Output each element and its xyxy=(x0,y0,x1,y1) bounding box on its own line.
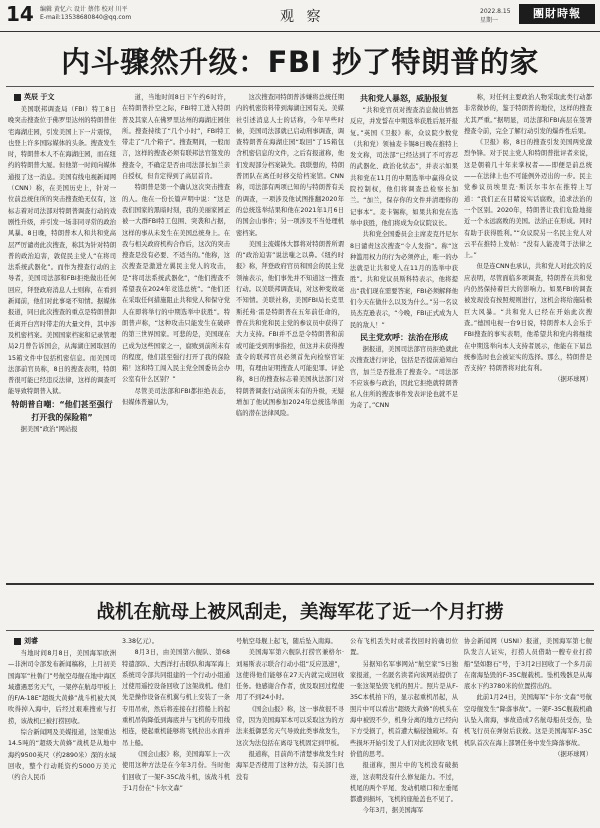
paragraph: 这次搜查同特朗普涉嫌将总统任期内的机密资料带到海湖庄园有关。美媒社引述消息人士的话称，今年早些时候，美国司法部就已启动刑事调查，调查特朗普在海湖庄园“取回”了15箱包含机密信息的文件，之后有报道称，他们发现部分档案缺失。我联想的，特朗普团队在离任时移交给档案馆。CNN称，司法部有两项已知的与特朗普有关的调查，一项涉及他试图推翻2020年的总统选举结果和他在2021年1月6日的国会山事件；另一项涉及不当处理机密档案。 xyxy=(236,94,344,237)
paragraph: 报道称，照片中的飞机没有破损迹，这表明没有什么修复能力。不过，机尾的两个平尾、发动机喷口和左垂尾都遭到损坏，飞机的座舱盖也不见了。 xyxy=(350,762,458,804)
paragraph: 美国联邦调查局（FBI）特工8日晚突击搜查位于佛罗里达州的特朗普住宅海湖庄园，引发美国上下一片震惊，也登上许多国际媒体的头条。搜查发生时，特朗普本人不在海湖庄园，而在纽约的特朗普大厦。但他第一时间向媒体通报了这一消息。美国有线电视新闻网（CNN）称，在美国历史上，针对一位前总统住所的突击搜查绝无仅有，这标志着对司法部对特朗普调查行动的戏剧性升级，并引发一场非同寻常的政治风暴。8日晚，特朗普本人和共和党高层严厉谴责此次搜查，称其为针对特朗普的政治迫害，敦促民主党人“在将司法系统武器化”。而作为搜查行动的主导者，美国司法部和FBI拒绝做出任何回应，拜登政府消息人士则称，在看到新闻前，他们对此事毫不知情。据媒体报道，同日此次搜查的重点是特朗普卸任离开白宫时带走的大量文件，其中涉及机密档案。美国国家档案和记录管理局2月曾告诉国会，从海湖庄园取回的15箱文件中包括机密信息。而美国司法部前官员称，8日的搜查表明，特朗普很可能已经违反法律，这样的调查可能导致特朗普入狱。 xyxy=(8,106,116,396)
paragraph: 报道称，目前尚不清楚事故发生时海军是否使用了这种方法，有关部门也没有 xyxy=(236,750,344,781)
article2-column-2 xyxy=(122,636,230,824)
masthead xyxy=(0,0,600,32)
article1-headline: 内斗骤然升级：FBI 抄了特朗普的家 xyxy=(61,45,539,79)
headline2-rule xyxy=(6,630,594,631)
paragraph: 号航空母舰上起飞，随后坠入南海。 xyxy=(236,638,337,645)
paragraph: 公布飞机丢失时或者找回时的确切位置。 xyxy=(350,638,458,657)
editor-credits: 编辑 黄忆六 设计 蔡伟 校对 川平 xyxy=(40,6,128,13)
article2-credit: （据环球网） xyxy=(554,750,592,758)
paragraph: 协会新闻网（USNI）报道，美国海军第七舰队发言人证实，打捞人员借助一艘专业打捞船“坚如磐石”号，于3月2日回收了一个多月前在南海坠毁的F-35C舰载机。坠机残骸是从海底水下约3780米的位置捞出的。 xyxy=(464,638,592,691)
article1-credit: （据环球网） xyxy=(554,376,592,384)
paragraph: 《国会山报》称，美国海军上一次使用这种方法是在今年3月份。当时他们回收了一架F-35C战斗机，该战斗机于1月份在“卡尔文森” xyxy=(122,750,230,792)
article2-byline xyxy=(14,636,38,646)
newspaper-logo: 團財時報 xyxy=(519,4,595,24)
article1-column-5 xyxy=(464,92,592,576)
article1-subhead-2: 共和党人暴怒，威胁报复 xyxy=(360,94,448,103)
paragraph: 共和党全国委员会主席麦克丹尼尔8日谴责这次搜查“令人发指”。称“这种滥用权力的行为必须停止，唯一的办法就是让共和党人在11月的选举中获胜”。共和党议员斯科特表示，他将提出“我们现在需要答案，FBI必须解释他们今天在做什么以及为什么。”另一名议员杰克逊表示，“今晚，FBI正式成为人民的敌人！” xyxy=(350,231,458,329)
paragraph: 但是连CNN也承认，共和党人对此次的反应表明，尽管面临多项调查，特朗普在共和党内仍然保持着巨大的影响力。如果FBI的调查被发现没有按照规则进行，这机会将给施陆极巨大风暴。“共和党人已经在开始此次搜查。”德国电视一台9日说，特朗普本人会乐于FBI搜查的事实表明，他希望共和党内将继续在中期选举向本人支持者展示，他能在下届总统参选时也会被证实的选择。那么，特朗普是否支持？特朗普将对此有利。 xyxy=(464,263,592,373)
paragraph: 据报道，美国司法部官员拒绝就此次搜查进行评论，包括是否提前通知白宫，加兰是否批准了搜查令。“司法部不应该参与政治，因此它拒绝就特朗普私人住所的搜查事件发表评论也就不足为奇了。”CNN xyxy=(350,345,458,410)
paragraph: 《卫报》称，8日的搜查引发美国两党激烈争锋。对于民主党人和特朗普批评者来说，这是朝着几十年来掌权者——即便是前总统——在法律上也不可能例外迈出的一步。民主党参议员埃里克·斯沃尔韦尔在推特上写道：“我们正在目睹说实话腐败，追求法治的一个区别。2020年，特朗普让我们危险地接近一个永远腐败的美国。法治正在形成。同时有助于获得胜利。”“众议院另一名民主党人对云平在推特上发帖：“没有人能凌驾于法律之上。” xyxy=(464,139,592,260)
article1-subhead-1: 特朗普自嘲：“他们甚至强行打开我的保险箱” xyxy=(11,399,113,422)
article2-column-3 xyxy=(236,636,344,824)
section-name: 观 察 xyxy=(280,9,325,25)
paragraph: 据美国“政治”网站报 xyxy=(20,425,78,433)
paragraph: 《国会山报》称，这一事故很不寻常，因为美国海军本可以采取这为的方法来抵御恶劣天气导致此类事故发生，这次为法包括在离母飞机固定到甲板。 xyxy=(236,705,344,747)
paragraph: 今年3月，据美国海军 xyxy=(362,807,424,815)
paragraph: 8月3日，由美国第六舰队、第68特遣部队、大西洋打击联队和海军海上系统司令部共同组建的一个行动小组通过使用遥控设备回收了这架战机。他们先是操作设备在机翼与机上安装了一条专用吊索，然后将连接在打捞船上的起重机吊钩降低到海底并与飞机的专用线相连，使起重机能够将飞机拉出水面并吊上船。 xyxy=(122,649,230,747)
article1-byline xyxy=(14,92,54,102)
paragraph: 美国海军第六舰队打捞官兼格尔·刘易斯表示联合行动小组“反应迅速”，这使得他们能够在27天内就完成回收任务。他感谢合作者，放及取回过程使用了不到24小时。 xyxy=(236,649,344,702)
paragraph: 道，当地时间8日下午约6时许，在特朗普扑空之际，FBI特工进入特朗普及其家人在佛罗里达州的海湖庄园住所。搜查持续了“几个小时”，FBI特工带走了“几个箱子”。搜查期间，一般而言，这样的搜查必须有联邦法官签发的搜查令，不确定是否由司法部长加兰亲自授权，但肯定得到了高层首肯。 xyxy=(122,94,230,181)
article2-column-1 xyxy=(8,648,116,824)
paragraph: 特朗普是第一个确认这次突击搜查的人。他在一份长篇声明中说：“这是我们国家的黑暗时刻，我的美丽家园正被一大群FBI特工包围、突袭和占据，这样的事从未发生在美国总统身上。在我与相关政府机构合作后，这次的突击搜查是没有必要、不适当的。”他称，这次搜查是激进左翼民主党人的攻击，是“将司法系统武器化”，“他们搜查不希望我在2024年竞选总统”。“他们还在采取任何措施阻止共和党人和保守党人在即将举行的中期选举中获胜”。特朗普声称，“这种攻击只能发生在破碎的第三世界国家。可悲的是，美国现在已成为这些国家之一，腐败到前所未有的程度，他们甚至强行打开了我的保险箱！这和特工闯入民主党全国委员会办公室有什么区别？” xyxy=(122,184,230,384)
paragraph: 3.38亿元）。 xyxy=(122,638,159,645)
paragraph: 此前1月24日，美国海军“卡尔·文森”号航空母舰发生“降落事故”。一架F-35C舰载机确认坠入南海，事故造成7名航母船员受伤，坠机飞行员在弹射后获救。这是美国海军F-35C机队首次在海上部署任务中发生降落事故。 xyxy=(464,694,592,747)
paragraph: 当地时间8月8日，美国海军欧洲—非洲司令部发布新闻稿称，上月初美国海军“杜鲁门”号航空母舰在地中海区域遭遇恶劣天气，一架停在航母甲板上的F/A-18E“超级大黄蜂”战斗机被大风吹得掉入海中，后经过艰难搜索与打捞，该战机已被打捞回收。 xyxy=(8,650,116,725)
author-marker-icon xyxy=(14,94,21,101)
article2-author: 刘睿 xyxy=(24,637,38,645)
author-marker-icon xyxy=(14,638,21,645)
paragraph: 美国主流媒体大都将对特朗普所谓的“政治迫害”说法嗤之以鼻。《纽约时报》称，拜登政府官员和国会的民主党领袖表示，他们事先并不知道这一搜查行动。以美联邦调查局，对这种变故毫不知情。美联社称，美国FBI局长克里斯托弗·雷是特朗普在五年前任命的，曾在共和党和民主党的参议员中获得了大力支持。FBI并不总是令特朗普和前或可能受到刑事指控，但这并未获得搜查令的联邦官员必须首先向检察官证明，有理由证明搜查人可能犯罪。评论称，8日的搜查标志着美国执法部门对特朗普调查行动前所未有的升级，无疑增加了他试图参加2024年总统选举面临的潜在法律风险。 xyxy=(236,240,344,418)
page-number: 14 xyxy=(6,2,34,26)
headline-rule xyxy=(6,86,594,87)
contact-email: E-mail:13538680840@qq.com xyxy=(40,14,132,21)
article1-author: 英辰 于文 xyxy=(24,93,55,101)
article1-column-1 xyxy=(8,104,116,576)
paragraph: 称，对任何主要政治人物采取此类行动都非常微妙的，鉴于特朗普的地位，这样的搜查尤其严重。”据明显，司法部和FBI高层在签署搜查令前，完全了解行动引发的爆炸性后果。 xyxy=(464,94,592,135)
paragraph: “共和党官员对搜查消息做出愤怒反应，并发誓在中期选举获胜后展开报复。”英国《卫报》称，众议院少数党（共和党）领袖麦卡锡8日晚在推特上发文称，司法部“已经达到了不可容忍的武器化、政治化状态”，并表示如果共和党在11月的中期选举中赢得众议院控制权，他们将调查总检察长加兰。“加兰，保存你的文件并清理你的记事本”。麦卡锡称，如果共和党在选举中获胜，他们将成为众议院议长。 xyxy=(350,107,458,227)
paragraph: 另据知名军事网站“航空家”5日独家报道，一名匿名读者向该网站提供了一张这架坠毁飞机的照片。照片是从F-35C本机拍下的，显示起重机吊起，从照片中可以看出“超级大黄蜂”的机头在海中被毁不少，机身分离的地方已经向下方受损了，机首遭大幅侵蚀破坏。有些损坏开始引发了人们对此次回收飞机价值的思考。 xyxy=(350,660,458,758)
paragraph: 尽管美司法部和FBI都拒绝表态，但媒体普遍认为， xyxy=(122,387,230,407)
article-divider xyxy=(6,583,594,585)
issue-date: 2022.8.15 xyxy=(480,8,511,15)
article1-column-4 xyxy=(350,92,458,576)
article1-subhead-3: 民主党欢呼：法治在形成 xyxy=(360,332,448,342)
issue-weekday: 星期一 xyxy=(480,17,499,24)
article2-headline: 战机在航母上被风刮走，美海军花了近一个月打捞 xyxy=(96,602,504,623)
paragraph: 综合新闻网及美媒报道，这架重达14.5吨的“超级大黄蜂”战机是从地中海约9500英尺（约2890米）深的水域回收，整个行动耗资约5000万美元（约合人民币 xyxy=(8,729,116,782)
article2-column-4 xyxy=(350,636,458,824)
article1-column-3 xyxy=(236,92,344,576)
article2-column-5 xyxy=(464,636,592,824)
article1-column-2 xyxy=(122,92,230,576)
